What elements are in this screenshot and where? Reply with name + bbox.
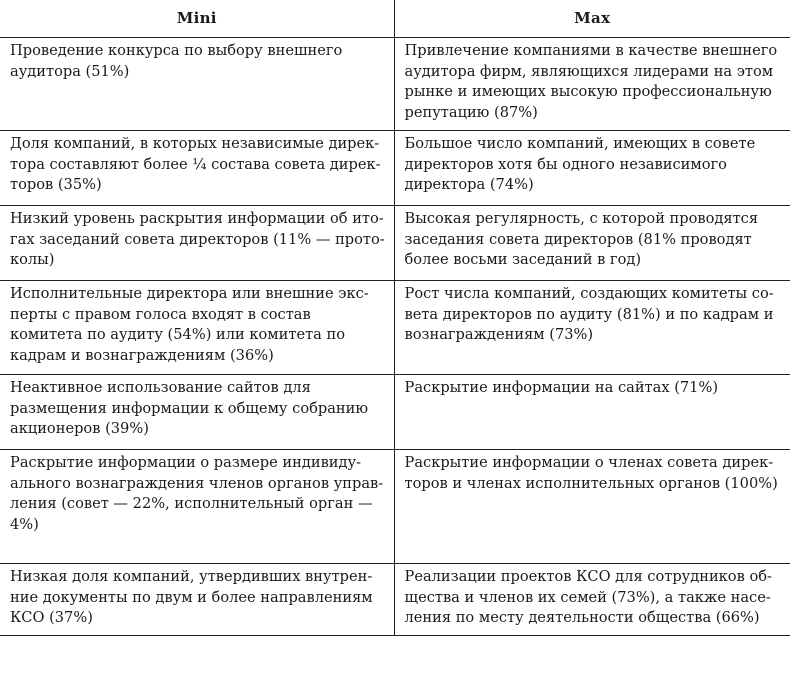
max-cell: Раскрытие информации о членах совета директоров и членах исполнительных органов (100%) [394, 450, 790, 564]
header-row [0, 0, 790, 38]
table-row [0, 450, 790, 564]
mini-cell: Неактивное использование сайтов для размещения информации к общему собранию акционеров (39%) [0, 375, 394, 450]
max-cell: Привлечение компаниями в качестве внешнего аудитора фирм, являющихся лидерами на этом рынке и имеющих высокую профессиональную репутацию (87%) [394, 38, 790, 131]
max-cell: Раскрытие информации на сайтах (71%) [394, 375, 790, 450]
mini-cell: Раскрытие информации о размере индивидуального вознаграждения членов органов управления (совет — 22%, исполнительный орган — 4%) [0, 450, 394, 564]
column-header-mini: Mini [0, 0, 394, 38]
column-header-max: Max [394, 0, 790, 38]
max-cell: Реализации проектов КСО для сотрудников общества и членов их семей (73%), а также населения по месту деятельности общества (66%) [394, 564, 790, 636]
max-cell: Высокая регулярность, с которой проводятся заседания совета директоров (81% проводят более восьми заседаний в год) [394, 206, 790, 281]
mini-cell: Доля компаний, в которых независимые директора составляют более ¼ состава совета директоров (35%) [0, 131, 394, 206]
mini-cell: Низкая доля компаний, утвердивших внутренние документы по двум и более направлениям КСО (37%) [0, 564, 394, 636]
mini-cell: Проведение конкурса по выбору внешнего аудитора (51%) [0, 38, 394, 131]
table-row [0, 281, 790, 375]
max-cell: Рост числа компаний, создающих комитеты совета директоров по аудиту (81%) и по кадрам и вознаграждениям (73%) [394, 281, 790, 375]
table-row [0, 206, 790, 281]
table-row [0, 564, 790, 636]
mini-cell: Исполнительные директора или внешние эксперты с правом голоса входят в состав комитета по аудиту (54%) или комитета по кадрам и вознаграждениям (36%) [0, 281, 394, 375]
max-cell: Большое число компаний, имеющих в совете директоров хотя бы одного независимого директора (74%) [394, 131, 790, 206]
mini-cell: Низкий уровень раскрытия информации об итогах заседаний совета директоров (11% — протоколы) [0, 206, 394, 281]
table-row [0, 38, 790, 131]
table-row [0, 375, 790, 450]
table-row [0, 131, 790, 206]
